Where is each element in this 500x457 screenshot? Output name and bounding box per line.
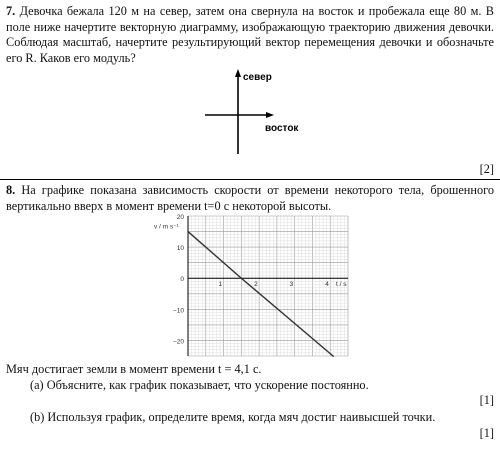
question-8-text: На графике показана зависимость скорости от времени некоторого тела, брошенного вертикально вверх в момент времени t=0 с некоторой высоты. bbox=[6, 183, 494, 213]
x-tick-label: 3 bbox=[289, 281, 294, 289]
x-tick-label: 1 bbox=[218, 281, 223, 289]
y-axis-label: v / m s⁻¹ bbox=[154, 223, 179, 231]
part-b-mark: [1] bbox=[479, 426, 494, 440]
y-tick-label: 10 bbox=[176, 245, 184, 253]
compass-east-label: восток bbox=[265, 123, 299, 134]
question-7 bbox=[6, 4, 494, 66]
y-tick-label: −10 bbox=[172, 307, 184, 315]
velocity-time-chart bbox=[150, 212, 355, 360]
part-b-text: (b) Используя график, определите время, когда мяч достиг наивысшей точки. bbox=[30, 410, 436, 424]
y-tick-label: 20 bbox=[176, 214, 184, 221]
x-axis-label: t / s bbox=[336, 281, 347, 289]
part-a-mark: [1] bbox=[479, 393, 494, 407]
question-7-text: Девочка бежала 120 м на север, затем она свернула на восток и пробежала еще 80 м. В поле ниже начертите векторную диаграмму, изображающую траекторию движения девочки. Соблюдая масштаб, начертите результирующий вектор перемещения девочки и обозначьте его R. Каков его модуль? bbox=[6, 4, 494, 65]
x-tick-label: 2 bbox=[254, 281, 258, 289]
east-arrowhead bbox=[266, 112, 274, 118]
question-8 bbox=[6, 183, 494, 214]
part-a-text: (а) Объясните, как график показывает, что ускорение постоянно. bbox=[30, 378, 369, 392]
question-8-number: 8. bbox=[6, 183, 16, 197]
ground-note: Мяч достигает земли в момент времени t = 4,1 с. bbox=[6, 362, 262, 376]
compass-north-label: север bbox=[243, 72, 272, 83]
x-tick-label: 4 bbox=[325, 281, 329, 289]
question-7-number: 7. bbox=[6, 4, 16, 18]
question-7-mark: [2] bbox=[479, 162, 494, 176]
section-divider bbox=[0, 179, 500, 180]
y-tick-label: 0 bbox=[180, 276, 184, 284]
y-tick-label: −20 bbox=[172, 338, 184, 346]
north-arrowhead bbox=[235, 69, 241, 77]
compass-diagram bbox=[195, 68, 315, 158]
